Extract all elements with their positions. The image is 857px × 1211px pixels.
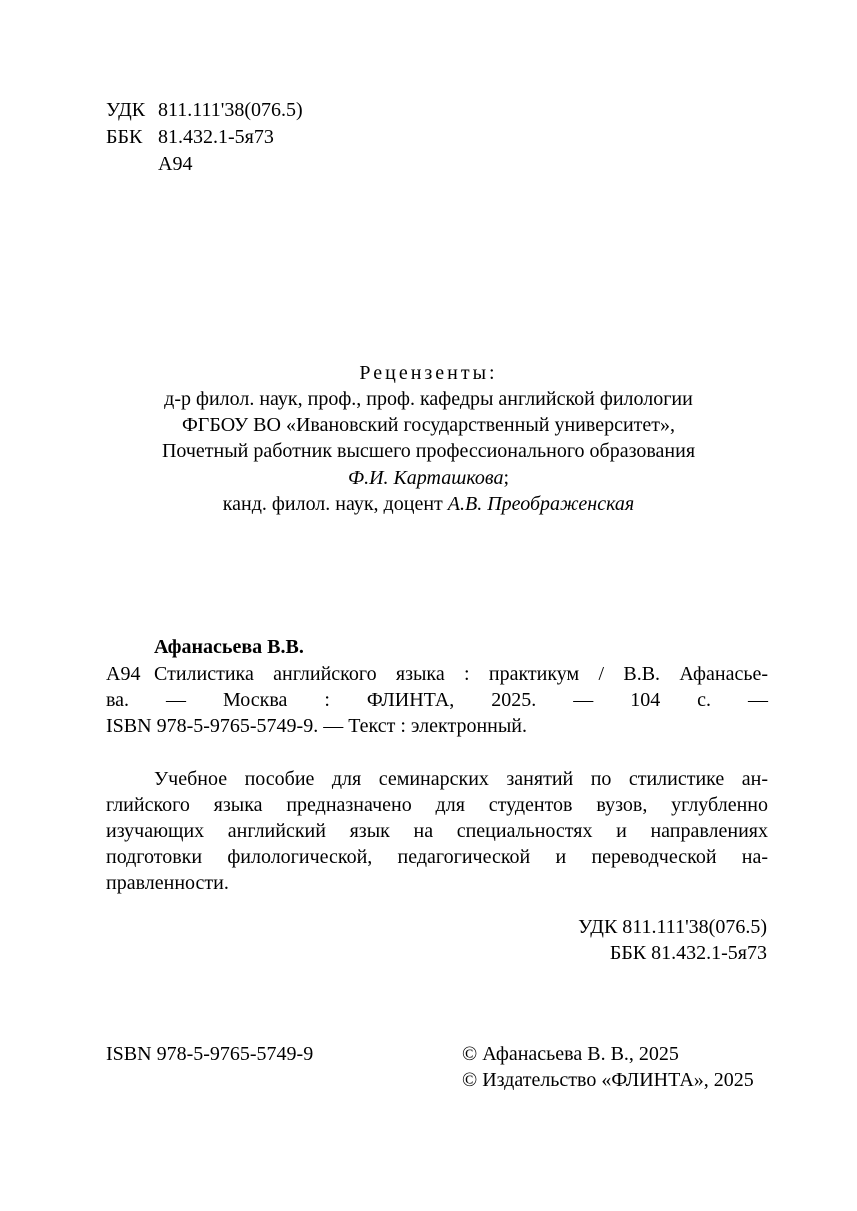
abstract-line-1: Учебное пособие для семинарских занятий по стилистике ан- [154,768,768,790]
bbk-label: ББК [106,126,143,148]
bbk-value: 81.432.1-5я73 [158,126,274,148]
bbk-repeat: ББК 81.432.1-5я73 [609,942,767,964]
author-name: Афанасьева В.В. [154,636,304,658]
abstract-line-3: изучающих английский язык на специальностях и направлениях [106,820,768,842]
reviewer1-name: Ф.И. Карташкова [347,467,504,489]
bbk-line [106,124,274,151]
udk-line [106,97,303,124]
copyright-publisher: © Издательство «ФЛИНТА», 2025 [462,1069,754,1091]
reviewer1-degree-line: д-р филол. наук, проф., проф. кафедры английской филологии [164,388,693,410]
author-heading [154,634,304,661]
copyright-author: © Афанасьева В. В., 2025 [462,1043,679,1065]
abstract-line-2: глийского языка предназначено для студентов вузов, углубленно [106,794,768,816]
reviewer1-line [0,465,857,492]
bibliography-mark: А94 [106,663,141,685]
bibliography-line-2: ва. — Москва : ФЛИНТА, 2025. — 104 с. — [106,689,768,711]
udk-value: 811.111'38(076.5) [158,99,303,121]
reviewer2-name: А.В. Преображенская [447,493,635,515]
bibliography-line-3: ISBN 978-5-9765-5749-9. — Текст : электронный. [106,715,527,737]
reviewer2-prefix: канд. филол. наук, доцент [222,493,448,515]
abstract-line-5: правленности. [106,872,229,894]
udk-label: УДК [106,99,146,121]
author-mark: А94 [158,153,193,175]
reviewer1-affiliation-line: ФГБОУ ВО «Ивановский государственный университет», [181,414,676,436]
reviewer1-suffix: ; [503,467,510,489]
udk-repeat: УДК 811.111'38(076.5) [578,916,767,938]
bibliography-line-1: Стилистика английского языка : практикум / В.В. Афанасье- [154,663,768,685]
reviewers-heading: Рецензенты: [359,362,498,384]
isbn: ISBN 978-5-9765-5749-9 [106,1043,314,1065]
reviewer1-title-line: Почетный работник высшего профессионального образования [161,440,696,462]
reviewer2-line [0,491,857,518]
abstract-line-4: подготовки филологической, педагогической и переводческой на- [106,846,768,868]
